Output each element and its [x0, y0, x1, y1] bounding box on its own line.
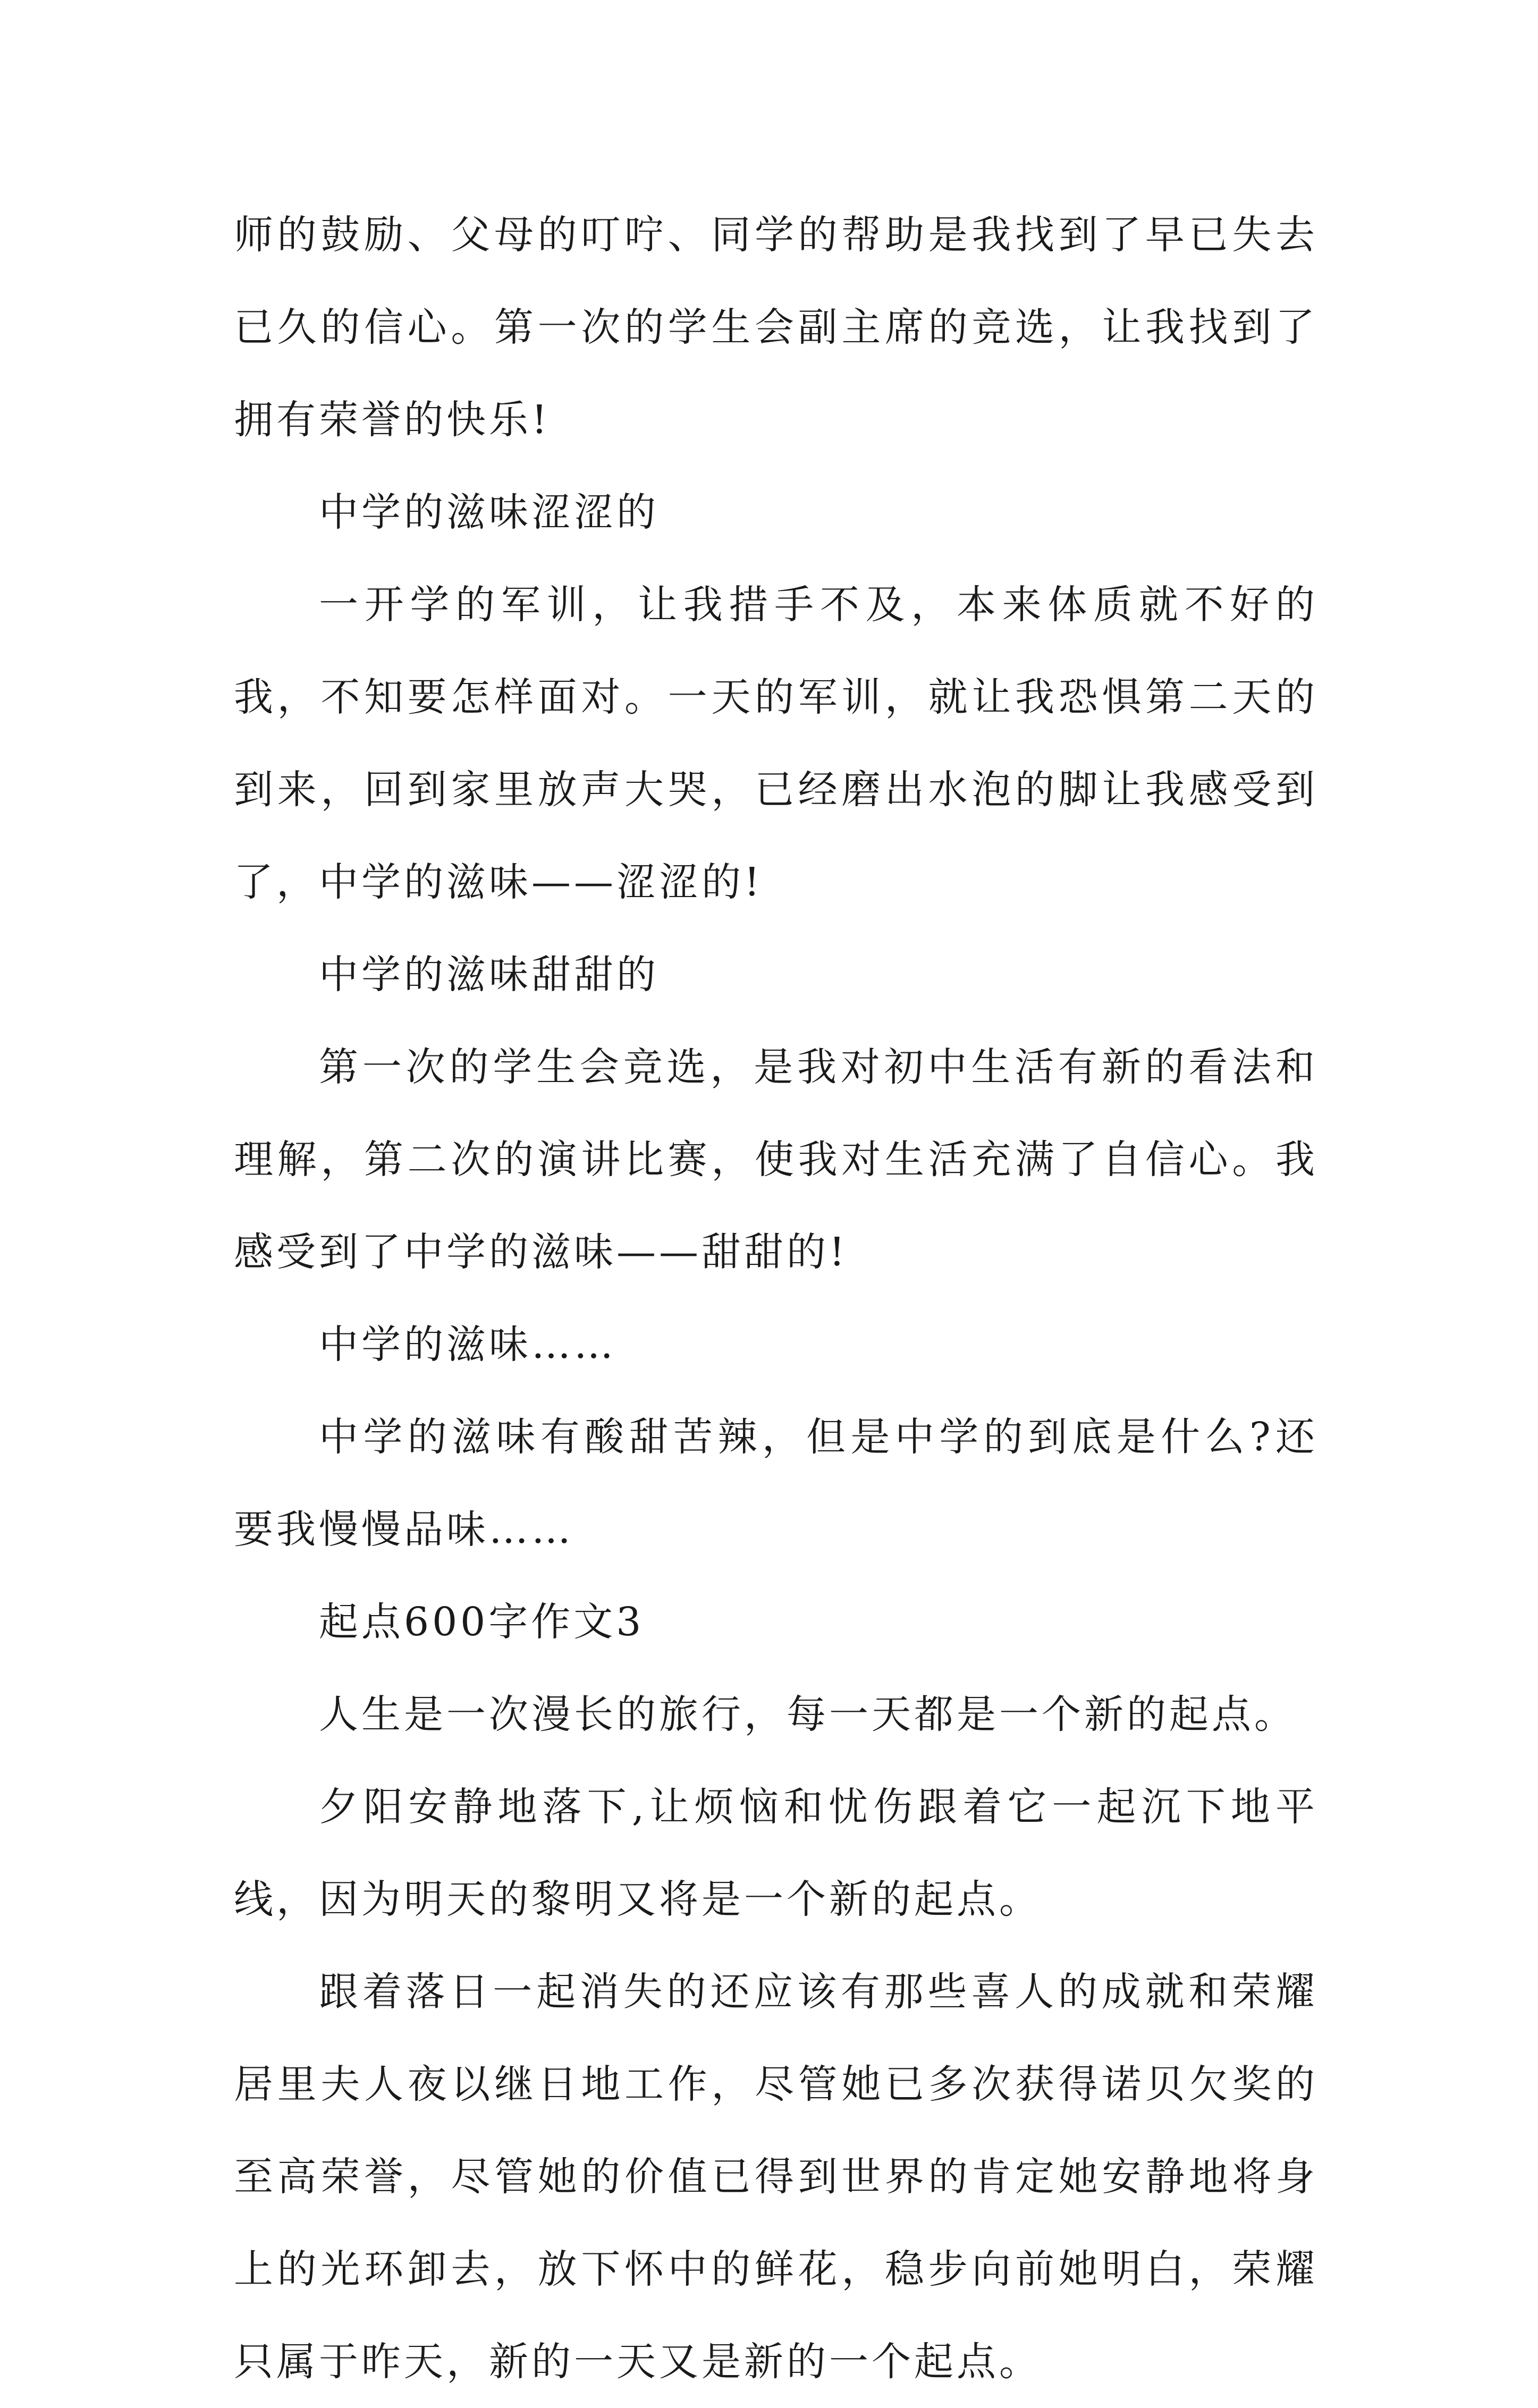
section-heading-sweet: 中学的滋味甜甜的 [319, 952, 659, 998]
paragraph-life-journey: 人生是一次漫长的旅行，每一天都是一个新的起点。 [319, 1692, 1297, 1737]
paragraph-sunset: 夕阳安静地落下,让烦恼和忧伤跟着它一起沉下地平线，因为明天的黎明又将是一个新的起点。 [234, 1784, 1318, 1922]
section-heading-astringent: 中学的滋味涩涩的 [319, 489, 659, 535]
document-body [234, 189, 1318, 2408]
essay-title: 起点600字作文3 [319, 1599, 645, 1645]
paragraph-flavors: 中学的滋味有酸甜苦辣，但是中学的到底是什么?还要我慢慢品味…… [234, 1414, 1318, 1552]
section-heading-ellipsis: 中学的滋味…… [319, 1322, 616, 1367]
paragraph-military-training: 一开学的军训，让我措手不及，本来体质就不好的我，不知要怎样面对。一天的军训，就让我恐惧第二天的到来，回到家里放声大哭，已经磨出水泡的脚让我感受到了，中学的滋味——涩涩的! [234, 582, 1318, 905]
paragraph-curie: 跟着落日一起消失的还应该有那些喜人的成就和荣耀居里夫人夜以继日地工作，尽管她已多次获得诺贝欠奖的至高荣誉，尽管她的价值已得到世界的肯定她安静地将身上的光环卸去，放下怀中的鲜花，稳步向前她明白，荣耀只属于昨天，新的一天又是新的一个起点。 [234, 1969, 1318, 2385]
paragraph-student-council: 第一次的学生会竞选，是我对初中生活有新的看法和理解，第二次的演讲比赛，使我对生活充满了自信心。我感受到了中学的滋味——甜甜的! [234, 1044, 1318, 1275]
paragraph-1: 师的鼓励、父母的叮咛、同学的帮助是我找到了早已失去已久的信心。第一次的学生会副主席的竞选，让我找到了拥有荣誉的快乐! [234, 212, 1318, 443]
